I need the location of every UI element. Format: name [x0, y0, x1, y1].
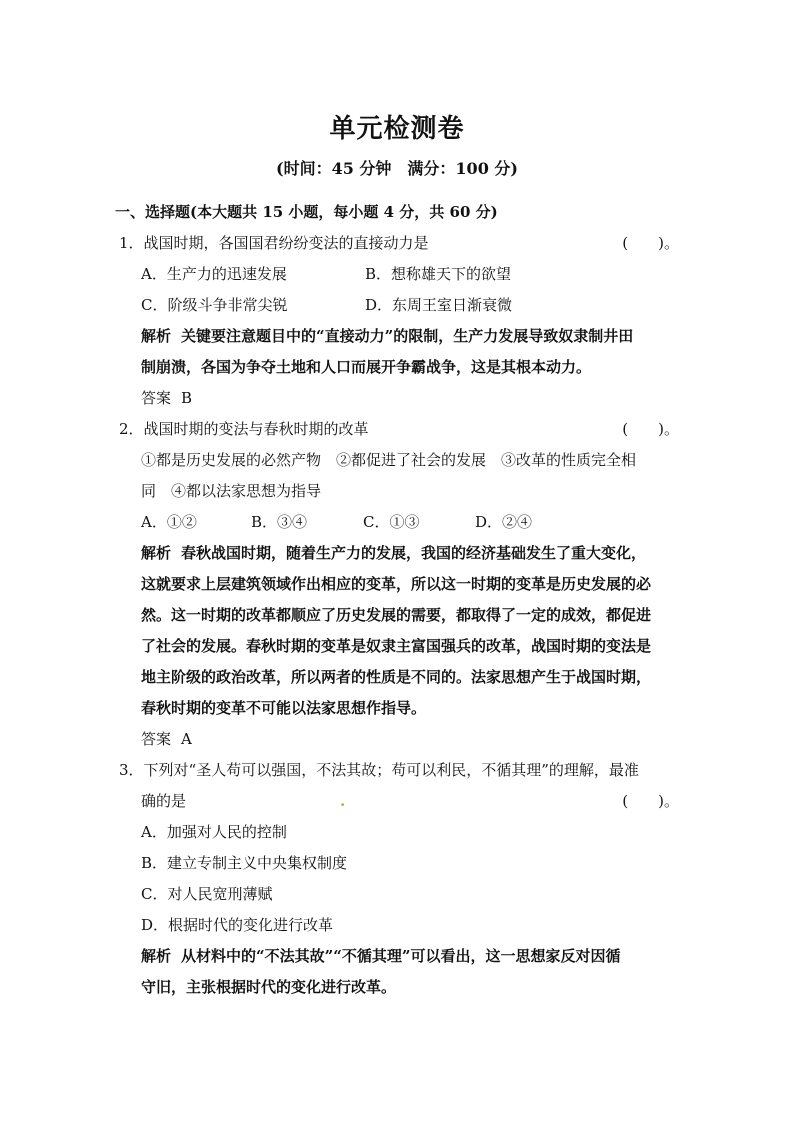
q2-answer-line — [119, 724, 679, 755]
q2-analysis-line — [119, 538, 679, 569]
stray-dot: . — [340, 792, 346, 810]
q1-options-row-2 — [119, 290, 679, 321]
q2-stem-text: 2．战国时期的变法与春秋时期的改革 — [119, 420, 369, 438]
analysis-label: 解析 — [141, 544, 172, 562]
q2-option-c: C．①③ — [363, 513, 420, 531]
page-subtitle: (时间：45 分钟 满分：100 分) — [276, 159, 518, 178]
q1-option-c: C．阶级斗争非常尖锐 — [141, 296, 288, 314]
q3-option-c: C．对人民宽刑薄赋 — [141, 885, 273, 903]
q1-analysis-line: 制崩溃，各国为争夺土地和人口而展开争霸战争，这是其根本动力。 — [141, 358, 592, 376]
q1-answer: B — [181, 389, 193, 407]
q1-answer-line — [119, 383, 679, 414]
q1-analysis-line — [119, 321, 679, 352]
answer-label: 答案 — [141, 389, 172, 407]
q1-analysis-text: 关键要注意题目中的“直接动力”的限制，生产力发展导致奴隶制井田 — [181, 327, 634, 345]
q2-answer: A — [181, 730, 192, 748]
q2-option-a: A．①② — [141, 513, 197, 531]
question-content — [115, 197, 679, 1003]
q1-stem — [119, 228, 679, 259]
q2-option-d: D．②④ — [475, 513, 533, 531]
q1-stem-text: 1．战国时期，各国国君纷纷变法的直接动力是 — [119, 234, 429, 252]
q1-option-a: A．生产力的迅速发展 — [141, 265, 287, 283]
q3-analysis-line: 守旧，主张根据时代的变化进行改革。 — [141, 978, 397, 996]
q2-analysis-line: 地主阶级的政治改革，所以两者的性质是不同的。法家思想产生于战国时期， — [141, 668, 652, 686]
q2-option-b: B．③④ — [251, 513, 308, 531]
q3-stem-cont — [119, 786, 679, 817]
q2-analysis-line: 这就要求上层建筑领域作出相应的变革，所以这一时期的变革是历史发展的必 — [141, 575, 652, 593]
q2-stem — [119, 414, 679, 445]
q3-analysis-line — [119, 941, 679, 972]
page-title: 单元检测卷 — [329, 114, 465, 144]
q2-analysis-line: 然。这一时期的改革都顺应了历史发展的需要，都取得了一定的成效，都促进 — [141, 606, 652, 624]
q1-option-b: B．想称雄天下的欲望 — [365, 265, 512, 283]
analysis-label: 解析 — [141, 327, 172, 345]
q2-analysis-line: 春秋时期的变革不可能以法家思想作指导。 — [141, 699, 427, 717]
q3-stem: 3．下列对“圣人苟可以强国，不法其故；苟可以利民，不循其理”的理解，最准 — [119, 761, 639, 779]
q3-option-a: A．加强对人民的控制 — [141, 823, 287, 841]
q1-answer-blank: ( )。 — [622, 234, 679, 252]
answer-label: 答案 — [141, 730, 172, 748]
q2-options-row — [119, 507, 679, 538]
section-heading: 一、选择题(本大题共 15 小题，每小题 4 分，共 60 分) — [115, 203, 498, 221]
q2-statements: ①都是历史发展的必然产物 ②都促进了社会的发展 ③改革的性质完全相 — [141, 451, 637, 469]
analysis-label: 解析 — [141, 947, 172, 965]
q2-analysis-line: 了社会的发展。春秋时期的变革是奴隶主富国强兵的改革，战国时期的变法是 — [141, 637, 652, 655]
q3-option-b: B．建立专制主义中央集权制度 — [141, 854, 348, 872]
q3-stem-text: 确的是 — [141, 792, 187, 810]
q2-analysis-text: 春秋战国时期，随着生产力的发展，我国的经济基础发生了重大变化， — [181, 544, 647, 562]
q3-answer-blank: ( )。 — [622, 792, 679, 810]
q2-answer-blank: ( )。 — [622, 420, 679, 438]
q3-option-d: D．根据时代的变化进行改革 — [141, 916, 334, 934]
q1-option-d: D．东周王室日渐衰微 — [365, 296, 513, 314]
q3-analysis-text: 从材料中的“不法其故”“不循其理”可以看出，这一思想家反对因循 — [181, 947, 621, 965]
q1-options-row-1 — [119, 259, 679, 290]
q2-statements: 同 ④都以法家思想为指导 — [141, 482, 322, 500]
